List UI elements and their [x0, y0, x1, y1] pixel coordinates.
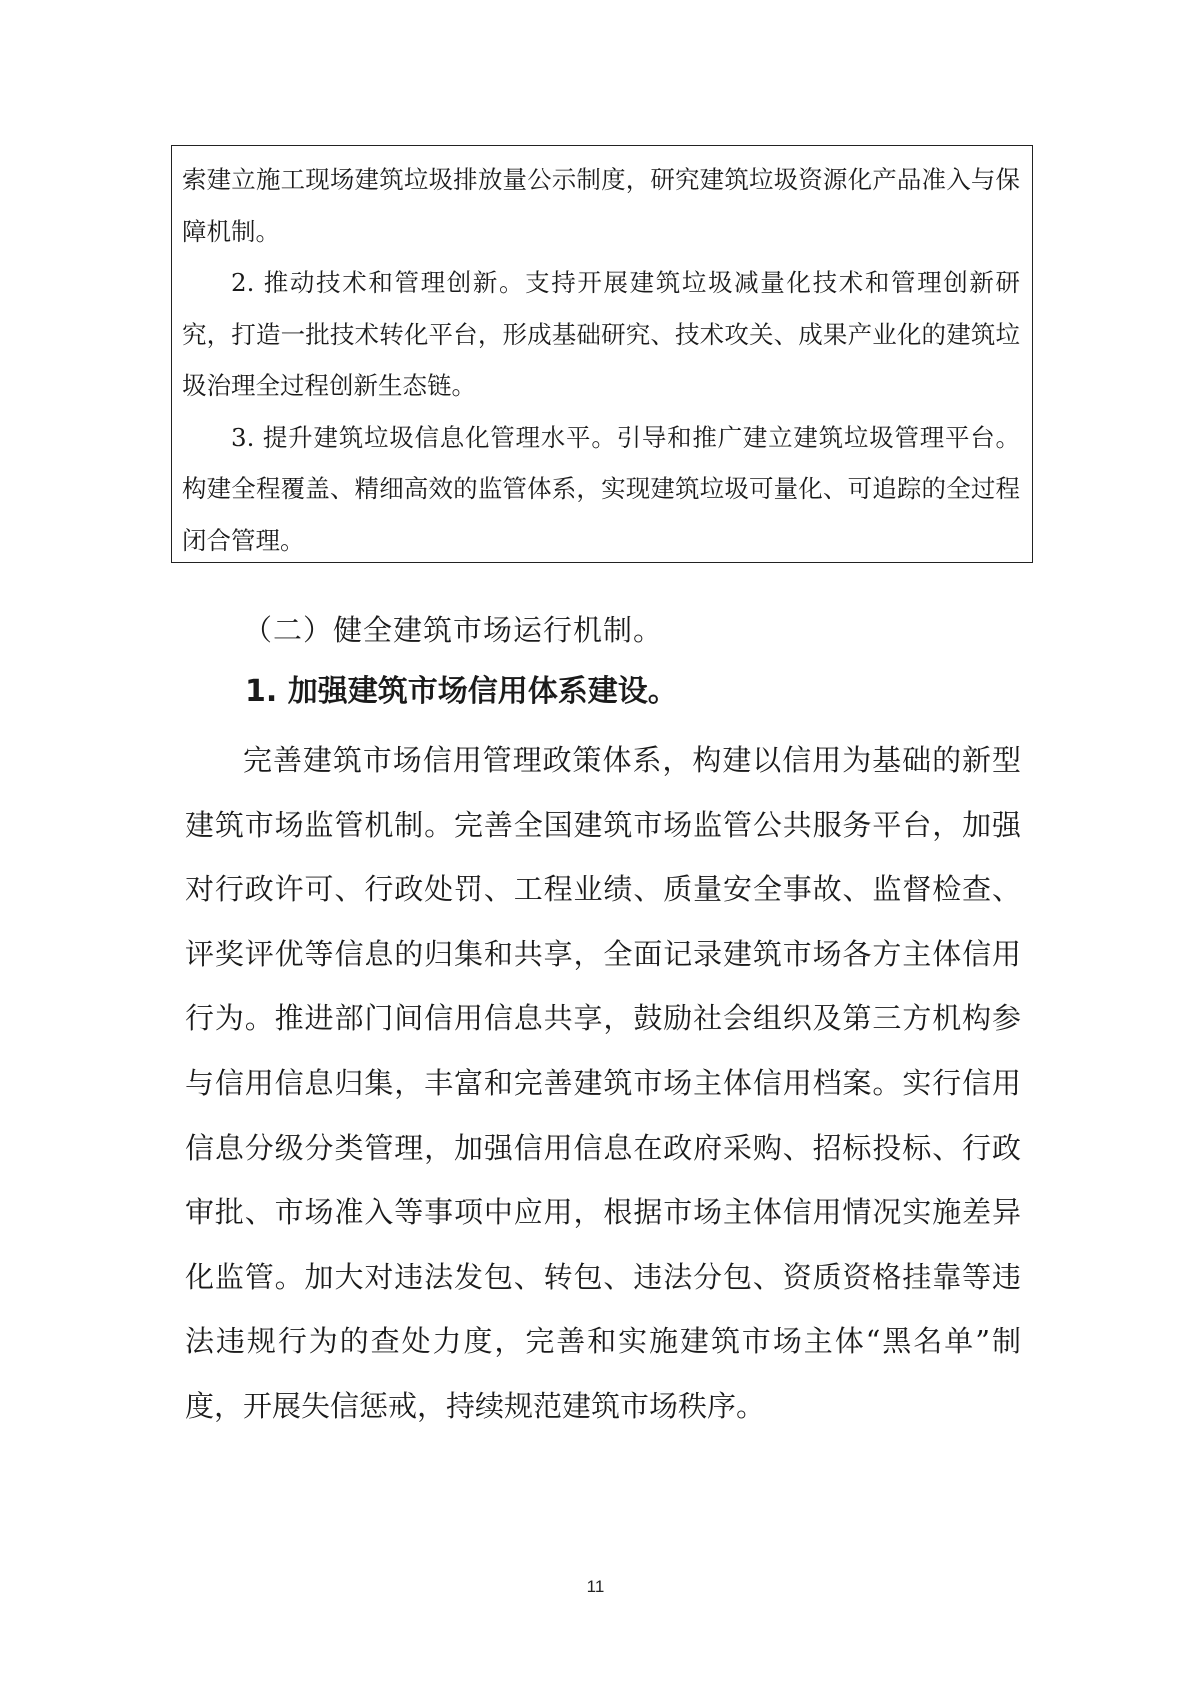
body-paragraph: [185, 728, 1021, 1439]
box-paragraph-item-2: 2. 推动技术和管理创新。支持开展建筑垃圾减量化技术和管理创新研究，打造一批技术转化平台，形成基础研究、技术攻关、成果产业化的建筑垃圾治理全过程创新生态链。: [182, 268, 1020, 400]
box-paragraph-continuation: 索建立施工现场建筑垃圾排放量公示制度，研究建筑垃圾资源化产品准入与保障机制。: [182, 165, 1020, 246]
page-number: 11: [586, 1577, 605, 1596]
box-paragraph-item-3: 3. 提升建筑垃圾信息化管理水平。引导和推广建立建筑垃圾管理平台。构建全程覆盖、精细高效的监管体系，实现建筑垃圾可量化、可追踪的全过程闭合管理。: [182, 422, 1020, 555]
sub-heading: 1. 加强建筑市场信用体系建设。: [245, 674, 678, 709]
body-paragraph-text: 完善建筑市场信用管理政策体系，构建以信用为基础的新型建筑市场监管机制。完善全国建筑市场监管公共服务平台，加强对行政许可、行政处罚、工程业绩、质量安全事故、监督检查、评奖评优等信息的归集和共享，全面记录建筑市场各方主体信用行为。推进部门间信用信息共享，鼓励社会组织及第三方机构参与信用信息归集，丰富和完善建筑市场主体信用档案。实行信用信息分级分类管理，加强信用信息在政府采购、招标投标、行政审批、市场准入等事项中应用，根据市场主体信用情况实施差异化监管。加大对违法发包、转包、违法分包、资质资格挂靠等违法违规行为的查处力度，完善和实施建筑市场主体“黑名单”制度，开展失信惩戒，持续规范建筑市场秩序。: [185, 743, 1021, 1423]
section-heading: （二）健全建筑市场运行机制。: [243, 613, 664, 647]
boxed-excerpt: [171, 145, 1033, 563]
